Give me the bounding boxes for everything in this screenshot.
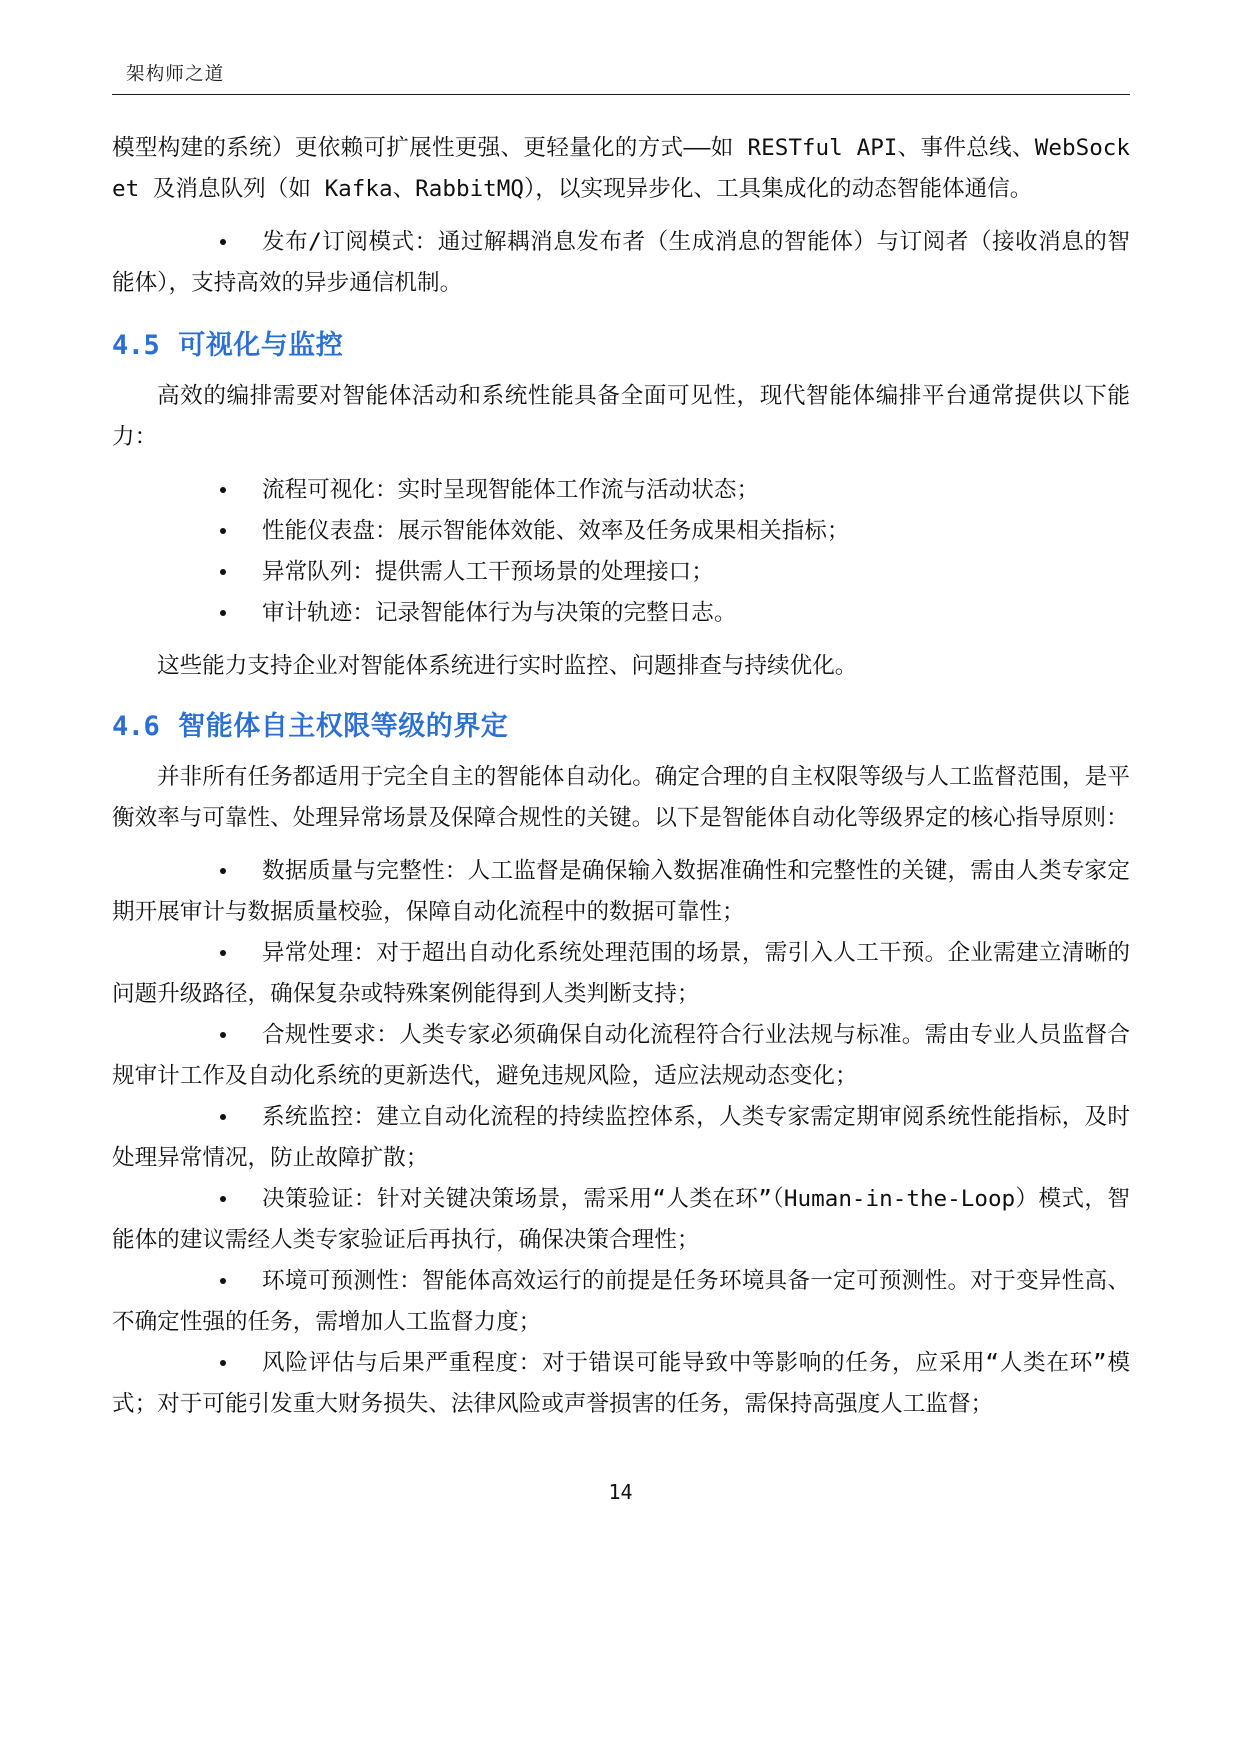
list-item-text: 合规性要求：人类专家必须确保自动化流程符合行业法规与标准。需由专业人员监督合规审计工作及自动化系统的更新迭代，避免违规风险，适应法规动态变化；: [112, 1022, 1130, 1089]
list-item-text: 发布/订阅模式：通过解耦消息发布者（生成消息的智能体）与订阅者（接收消息的智能体），支持高效的异步通信机制。: [112, 229, 1130, 296]
spacer: [112, 634, 1130, 646]
list-item: [112, 1097, 1130, 1179]
list-item-text: 流程可视化：实时呈现智能体工作流与活动状态；: [262, 477, 760, 503]
list-item-text: 风险评估与后果严重程度：对于错误可能导致中等影响的任务，应采用“人类在环”模式；对于可能引发重大财务损失、法律风险或声誉损害的任务，需保持高强度人工监督；: [112, 1350, 1130, 1417]
list-item: [112, 1179, 1130, 1261]
page-header: [112, 62, 1130, 95]
section-4-6-intro: 并非所有任务都适用于完全自主的智能体自动化。确定合理的自主权限等级与人工监督范围，是平衡效率与可靠性、处理异常场景及保障合规性的关键。以下是智能体自动化等级界定的核心指导原则：: [112, 764, 1130, 831]
bullet-dot-icon: [220, 950, 226, 956]
list-item-text: 决策验证：针对关键决策场景，需采用“人类在环”（Human-in-the-Loop）模式，智能体的建议需经人类专家验证后再执行，确保决策合理性；: [112, 1186, 1130, 1253]
list-item: [112, 511, 1130, 552]
bullet-dot-icon: [220, 1114, 226, 1120]
bullet-dot-icon: [220, 487, 226, 493]
bullet-dot-icon: [220, 1360, 226, 1366]
page-number: 14: [608, 1480, 633, 1504]
spacer: [112, 839, 1130, 851]
bullet-dot-icon: [220, 868, 226, 874]
page-content: [112, 128, 1130, 1425]
list-item: [112, 1261, 1130, 1343]
list-item-text: 审计轨迹：记录智能体行为与决策的完整日志。: [262, 600, 737, 626]
list-item: [112, 222, 1130, 304]
list-item-text: 数据质量与完整性：人工监督是确保输入数据准确性和完整性的关键，需由人类专家定期开展审计与数据质量校验，保障自动化流程中的数据可靠性；: [112, 858, 1130, 925]
bullet-list-communication: [112, 222, 1130, 304]
bullet-dot-icon: [220, 1278, 226, 1284]
header-title: 架构师之道: [126, 64, 225, 85]
continued-paragraph: 模型构建的系统）更依赖可扩展性更强、更轻量化的方式——如 RESTful API、事件总线、WebSocket 及消息队列（如 Kafka、RabbitMQ），以实现异步化、工具集成化的动态智能体通信。: [112, 135, 1130, 202]
heading-4-5: [112, 326, 1130, 366]
bullet-list-visualization: [112, 470, 1130, 634]
bullet-dot-icon: [220, 528, 226, 534]
heading-4-5-number: 4.5: [112, 330, 160, 361]
spacer: [112, 210, 1130, 222]
section-4-5-intro: 高效的编排需要对智能体活动和系统性能具备全面可见性，现代智能体编排平台通常提供以下能力：: [112, 383, 1130, 450]
spacer: [112, 747, 1130, 757]
bullet-dot-icon: [220, 1196, 226, 1202]
list-item-text: 系统监控：建立自动化流程的持续监控体系，人类专家需定期审阅系统性能指标，及时处理异常情况，防止故障扩散；: [112, 1104, 1130, 1171]
bullet-dot-icon: [220, 1032, 226, 1038]
list-item: [112, 470, 1130, 511]
header-divider: [112, 94, 1130, 95]
bullet-dot-icon: [220, 569, 226, 575]
list-item: [112, 933, 1130, 1015]
list-item-text: 环境可预测性：智能体高效运行的前提是任务环境具备一定可预测性。对于变异性高、不确定性强的任务，需增加人工监督力度；: [112, 1268, 1130, 1335]
list-item: [112, 1015, 1130, 1097]
list-item-text: 性能仪表盘：展示智能体效能、效率及任务成果相关指标；: [262, 518, 850, 544]
list-item-text: 异常处理：对于超出自动化系统处理范围的场景，需引入人工干预。企业需建立清晰的问题升级路径，确保复杂或特殊案例能得到人类判断支持；: [112, 940, 1130, 1007]
heading-4-6-number: 4.6: [112, 711, 160, 742]
bullet-list-autonomy: [112, 851, 1130, 1425]
list-item: [112, 1343, 1130, 1425]
bullet-dot-icon: [220, 610, 226, 616]
list-item: [112, 851, 1130, 933]
list-item: [112, 552, 1130, 593]
list-item: [112, 593, 1130, 634]
heading-4-6-title: 智能体自主权限等级的界定: [178, 711, 509, 742]
heading-4-6: [112, 707, 1130, 747]
spacer: [112, 366, 1130, 376]
bullet-dot-icon: [220, 239, 226, 245]
heading-4-5-title: 可视化与监控: [178, 330, 344, 361]
list-item-text: 异常队列：提供需人工干预场景的处理接口；: [262, 559, 714, 585]
spacer: [112, 458, 1130, 470]
section-4-5-closing: 这些能力支持企业对智能体系统进行实时监控、问题排查与持续优化。: [157, 653, 858, 679]
